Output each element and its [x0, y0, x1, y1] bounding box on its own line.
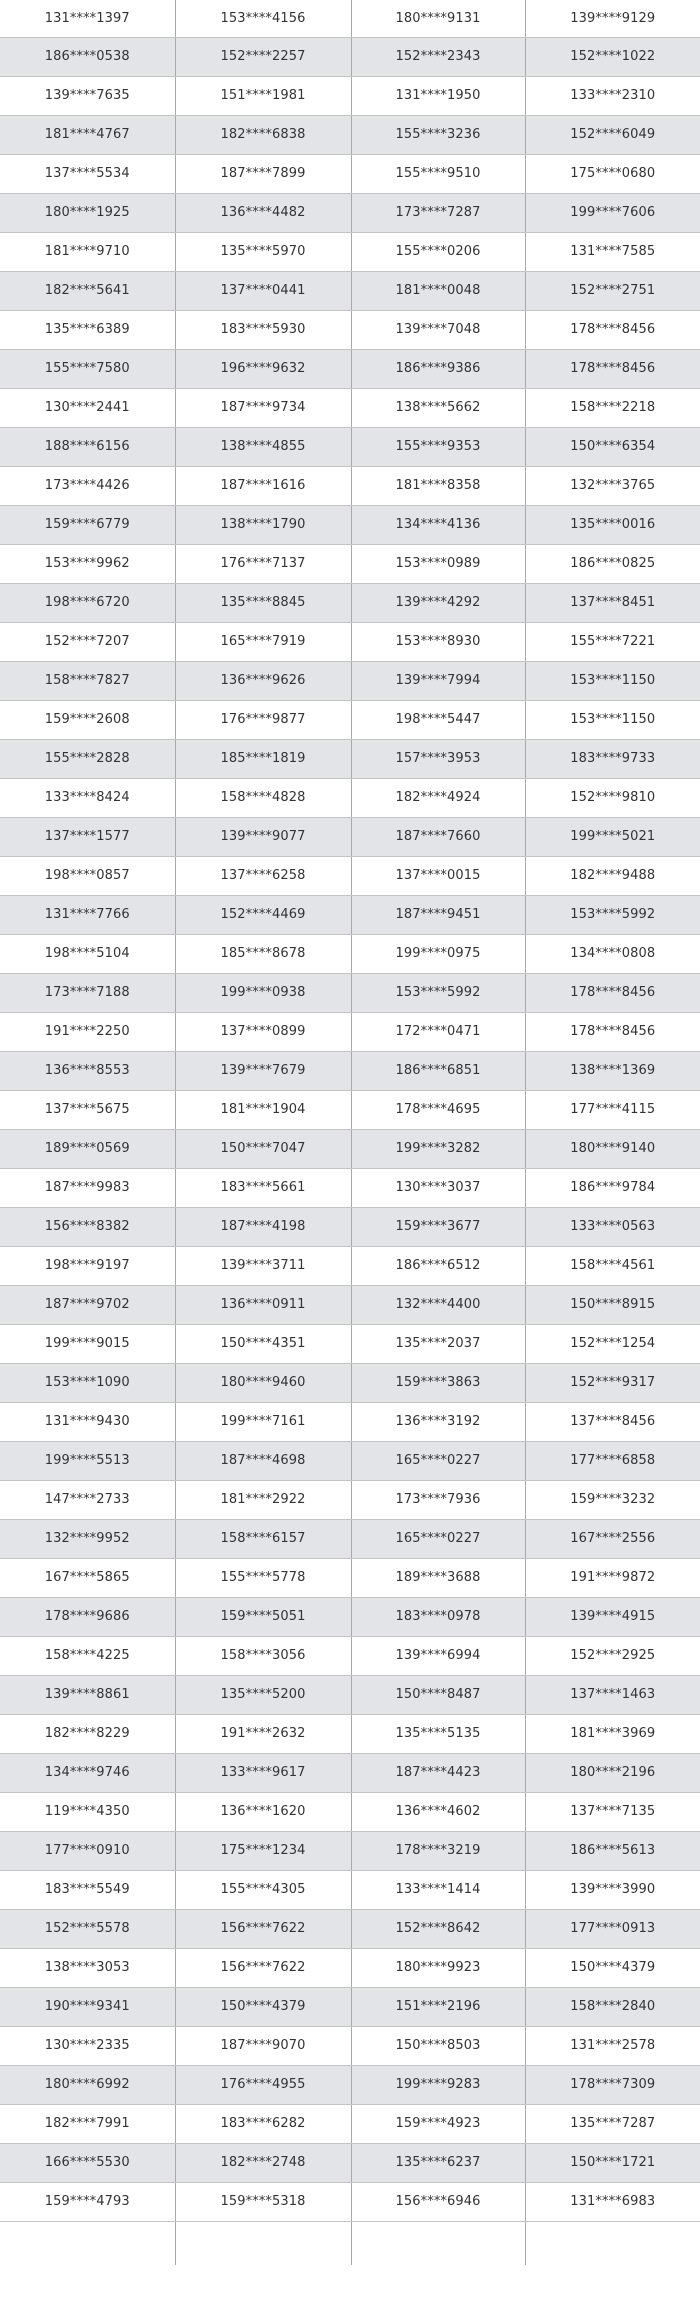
- phone-number-cell: 152****9317: [525, 1363, 700, 1402]
- phone-number-cell: 180****9131: [351, 0, 525, 37]
- phone-number-cell: 198****5447: [351, 700, 525, 739]
- phone-number-cell: 188****6156: [0, 427, 175, 466]
- table-row: [0, 1363, 700, 1402]
- phone-number-cell: 198****0857: [0, 856, 175, 895]
- phone-number-cell: 158****3056: [175, 1636, 351, 1675]
- phone-number-cell: 150****6354: [525, 427, 700, 466]
- phone-number-cell: 156****8382: [0, 1207, 175, 1246]
- phone-number-cell: 155****0206: [351, 232, 525, 271]
- phone-number-cell: 152****6049: [525, 115, 700, 154]
- phone-number-cell: 159****3232: [525, 1480, 700, 1519]
- phone-number-cell: 137****5675: [0, 1090, 175, 1129]
- phone-number-cell: 131****1397: [0, 0, 175, 37]
- table-row: [0, 739, 700, 778]
- phone-number-cell: 136****0911: [175, 1285, 351, 1324]
- phone-number-cell: 178****8456: [525, 349, 700, 388]
- phone-number-cell: 182****5641: [0, 271, 175, 310]
- phone-number-cell: 137****7135: [525, 1792, 700, 1831]
- phone-number-cell: 178****8456: [525, 310, 700, 349]
- phone-number-cell: 187****4198: [175, 1207, 351, 1246]
- phone-number-cell: 199****9283: [351, 2065, 525, 2104]
- phone-number-cell: 158****4561: [525, 1246, 700, 1285]
- phone-number-cell: 190****9341: [0, 1987, 175, 2026]
- phone-number-cell: 134****0808: [525, 934, 700, 973]
- table-row: [0, 2065, 700, 2104]
- phone-number-cell: 131****9430: [0, 1402, 175, 1441]
- table-row: [0, 2143, 700, 2182]
- table-row: [0, 1285, 700, 1324]
- phone-number-cell: 183****5930: [175, 310, 351, 349]
- phone-number-cell: 178****4695: [351, 1090, 525, 1129]
- phone-number-cell: 165****0227: [351, 1519, 525, 1558]
- table-row: [0, 544, 700, 583]
- phone-number-cell: 155****9353: [351, 427, 525, 466]
- phone-number-cell: 137****0441: [175, 271, 351, 310]
- phone-number-cell: 182****9488: [525, 856, 700, 895]
- phone-number-cell: 182****6838: [175, 115, 351, 154]
- phone-number-cell: 150****8487: [351, 1675, 525, 1714]
- table-row: [0, 1402, 700, 1441]
- phone-number-cell: 183****9733: [525, 739, 700, 778]
- phone-number-cell: 181****4767: [0, 115, 175, 154]
- phone-number-cell: 153****1150: [525, 700, 700, 739]
- phone-number-cell: 139****7994: [351, 661, 525, 700]
- table-row: [0, 1597, 700, 1636]
- phone-number-cell: 136****9626: [175, 661, 351, 700]
- phone-number-cell: 132****4400: [351, 1285, 525, 1324]
- phone-number-cell: 180****1925: [0, 193, 175, 232]
- phone-number-cell: 199****0975: [351, 934, 525, 973]
- table-row: [0, 115, 700, 154]
- table-row: [0, 856, 700, 895]
- table-row: [0, 1246, 700, 1285]
- phone-number-cell: 138****1369: [525, 1051, 700, 1090]
- table-row: [0, 349, 700, 388]
- phone-number-cell: 135****5200: [175, 1675, 351, 1714]
- phone-number-cell: 181****8358: [351, 466, 525, 505]
- phone-number-cell: 181****0048: [351, 271, 525, 310]
- phone-number-cell: 139****4915: [525, 1597, 700, 1636]
- phone-number-cell: 131****6983: [525, 2182, 700, 2221]
- phone-number-cell: 133****2310: [525, 76, 700, 115]
- phone-number-cell: 180****9460: [175, 1363, 351, 1402]
- phone-number-cell: 133****8424: [0, 778, 175, 817]
- phone-number-cell: 135****8845: [175, 583, 351, 622]
- phone-number-cell: 133****0563: [525, 1207, 700, 1246]
- phone-number-cell: 181****9710: [0, 232, 175, 271]
- phone-number-cell: 139****7679: [175, 1051, 351, 1090]
- table-row: [0, 310, 700, 349]
- phone-number-cell: 150****4379: [175, 1987, 351, 2026]
- phone-number-cell: 139****4292: [351, 583, 525, 622]
- phone-number-cell: 198****5104: [0, 934, 175, 973]
- phone-number-cell: 150****4351: [175, 1324, 351, 1363]
- phone-number-cell: 173****7188: [0, 973, 175, 1012]
- table-row: [0, 973, 700, 1012]
- phone-number-cell: 183****6282: [175, 2104, 351, 2143]
- table-row: [0, 193, 700, 232]
- phone-number-cell: 155****3236: [351, 115, 525, 154]
- phone-number-cell: 138****4855: [175, 427, 351, 466]
- table-row: [0, 388, 700, 427]
- table-row: [0, 427, 700, 466]
- phone-number-cell: 180****2196: [525, 1753, 700, 1792]
- phone-number-cell: 139****9129: [525, 0, 700, 37]
- phone-number-cell: 153****1150: [525, 661, 700, 700]
- phone-number-cell: 178****9686: [0, 1597, 175, 1636]
- phone-number-cell: 159****4923: [351, 2104, 525, 2143]
- phone-number-cell: 152****9810: [525, 778, 700, 817]
- phone-number-cell: 137****0899: [175, 1012, 351, 1051]
- phone-number-cell: 159****5318: [175, 2182, 351, 2221]
- phone-number-cell: 153****4156: [175, 0, 351, 37]
- phone-number-cell: 199****7606: [525, 193, 700, 232]
- phone-number-cell: 185****8678: [175, 934, 351, 973]
- phone-number-cell: 151****1981: [175, 76, 351, 115]
- phone-number-cell: 186****5613: [525, 1831, 700, 1870]
- phone-number-cell: 177****0910: [0, 1831, 175, 1870]
- phone-number-cell: 135****0016: [525, 505, 700, 544]
- phone-number-cell: 176****4955: [175, 2065, 351, 2104]
- phone-number-cell: 181****3969: [525, 1714, 700, 1753]
- phone-number-cell: 173****7287: [351, 193, 525, 232]
- phone-number-cell: 139****9077: [175, 817, 351, 856]
- phone-number-cell: 180****9140: [525, 1129, 700, 1168]
- phone-number-cell: 153****0989: [351, 544, 525, 583]
- table-row: [0, 0, 700, 37]
- phone-number-cell: 135****5970: [175, 232, 351, 271]
- phone-number-cell: 139****7048: [351, 310, 525, 349]
- table-row: [0, 1987, 700, 2026]
- phone-number-cell: 191****2250: [0, 1012, 175, 1051]
- table-row: [0, 1870, 700, 1909]
- phone-number-cell: 137****8456: [525, 1402, 700, 1441]
- table-row: [0, 934, 700, 973]
- phone-number-cell: 167****2556: [525, 1519, 700, 1558]
- phone-number-cell: 199****7161: [175, 1402, 351, 1441]
- phone-number-cell: 156****7622: [175, 1909, 351, 1948]
- phone-number-cell: 183****5661: [175, 1168, 351, 1207]
- table-row: [0, 1441, 700, 1480]
- phone-number-cell: 178****8456: [525, 1012, 700, 1051]
- table-row: [0, 1207, 700, 1246]
- table-row: [0, 583, 700, 622]
- phone-number-cell: 153****8930: [351, 622, 525, 661]
- phone-number-cell: 183****5549: [0, 1870, 175, 1909]
- table-row: [0, 1480, 700, 1519]
- phone-number-cell: 155****2828: [0, 739, 175, 778]
- phone-number-cell: 189****0569: [0, 1129, 175, 1168]
- phone-number-cell: 199****5513: [0, 1441, 175, 1480]
- phone-number-cell: 136****4482: [175, 193, 351, 232]
- phone-number-cell: 152****8642: [351, 1909, 525, 1948]
- phone-number-cell: 182****8229: [0, 1714, 175, 1753]
- empty-cell: [351, 2221, 525, 2265]
- table-row: [0, 2182, 700, 2221]
- phone-number-cell: 135****5135: [351, 1714, 525, 1753]
- phone-number-cell: 130****2335: [0, 2026, 175, 2065]
- phone-number-cell: 180****6992: [0, 2065, 175, 2104]
- phone-number-cell: 159****4793: [0, 2182, 175, 2221]
- phone-number-cell: 132****9952: [0, 1519, 175, 1558]
- table-row: [0, 1948, 700, 1987]
- phone-number-cell: 187****1616: [175, 466, 351, 505]
- phone-number-cell: 152****1254: [525, 1324, 700, 1363]
- table-row: [0, 1714, 700, 1753]
- phone-number-cell: 155****7221: [525, 622, 700, 661]
- table-row: [0, 700, 700, 739]
- phone-number-cell: 186****6851: [351, 1051, 525, 1090]
- table-row: [0, 1129, 700, 1168]
- phone-number-cell: 137****1463: [525, 1675, 700, 1714]
- phone-number-cell: 173****4426: [0, 466, 175, 505]
- phone-number-cell: 175****1234: [175, 1831, 351, 1870]
- phone-number-cell: 156****6946: [351, 2182, 525, 2221]
- phone-number-cell: 159****3677: [351, 1207, 525, 1246]
- phone-number-cell: 153****1090: [0, 1363, 175, 1402]
- phone-number-cell: 134****4136: [351, 505, 525, 544]
- phone-number-cell: 152****2751: [525, 271, 700, 310]
- phone-number-cell: 138****3053: [0, 1948, 175, 1987]
- phone-number-cell: 137****5534: [0, 154, 175, 193]
- phone-number-cell: 199****9015: [0, 1324, 175, 1363]
- phone-number-cell: 135****7287: [525, 2104, 700, 2143]
- phone-number-cell: 153****5992: [351, 973, 525, 1012]
- phone-number-cell: 185****1819: [175, 739, 351, 778]
- phone-number-cell: 133****1414: [351, 1870, 525, 1909]
- phone-number-cell: 167****5865: [0, 1558, 175, 1597]
- phone-number-cell: 178****7309: [525, 2065, 700, 2104]
- phone-number-cell: 158****2218: [525, 388, 700, 427]
- phone-number-cell: 181****1904: [175, 1090, 351, 1129]
- phone-number-cell: 150****1721: [525, 2143, 700, 2182]
- empty-cell: [0, 2221, 175, 2265]
- table-row: [0, 1831, 700, 1870]
- phone-number-cell: 155****7580: [0, 349, 175, 388]
- phone-number-cell: 187****9734: [175, 388, 351, 427]
- phone-number-cell: 182****2748: [175, 2143, 351, 2182]
- phone-number-cell: 199****5021: [525, 817, 700, 856]
- phone-number-cell: 165****7919: [175, 622, 351, 661]
- phone-number-cell: 166****5530: [0, 2143, 175, 2182]
- table-row: [0, 895, 700, 934]
- phone-number-cell: 135****2037: [351, 1324, 525, 1363]
- phone-number-cell: 157****3953: [351, 739, 525, 778]
- phone-number-cell: 151****2196: [351, 1987, 525, 2026]
- phone-number-cell: 138****1790: [175, 505, 351, 544]
- phone-number-cell: 155****4305: [175, 1870, 351, 1909]
- table-row: [0, 778, 700, 817]
- phone-number-cell: 191****2632: [175, 1714, 351, 1753]
- table-row: [0, 1090, 700, 1129]
- phone-number-cell: 139****8861: [0, 1675, 175, 1714]
- phone-number-cell: 119****4350: [0, 1792, 175, 1831]
- phone-number-cell: 158****4828: [175, 778, 351, 817]
- phone-number-cell: 135****6237: [351, 2143, 525, 2182]
- phone-number-cell: 198****9197: [0, 1246, 175, 1285]
- phone-number-cell: 158****7827: [0, 661, 175, 700]
- empty-cell: [175, 2221, 351, 2265]
- table-row: [0, 271, 700, 310]
- phone-number-cell: 150****8503: [351, 2026, 525, 2065]
- phone-number-cell: 187****9451: [351, 895, 525, 934]
- phone-number-cell: 150****4379: [525, 1948, 700, 1987]
- phone-number-cell: 130****2441: [0, 388, 175, 427]
- table-row: [0, 661, 700, 700]
- phone-number-cell: 156****7622: [175, 1948, 351, 1987]
- phone-number-cell: 196****9632: [175, 349, 351, 388]
- table-row: [0, 1909, 700, 1948]
- table-row: [0, 1792, 700, 1831]
- table-row: [0, 1051, 700, 1090]
- phone-number-cell: 177****0913: [525, 1909, 700, 1948]
- table-row: [0, 1558, 700, 1597]
- phone-number-cell: 134****9746: [0, 1753, 175, 1792]
- phone-number-cell: 136****8553: [0, 1051, 175, 1090]
- phone-number-cell: 158****2840: [525, 1987, 700, 2026]
- phone-number-cell: 139****7635: [0, 76, 175, 115]
- phone-number-cell: 132****3765: [525, 466, 700, 505]
- empty-cell: [525, 2221, 700, 2265]
- phone-number-cell: 136****1620: [175, 1792, 351, 1831]
- phone-number-cell: 180****9923: [351, 1948, 525, 1987]
- phone-number-cell: 186****0538: [0, 37, 175, 76]
- phone-number-cell: 131****1950: [351, 76, 525, 115]
- table-row: [0, 817, 700, 856]
- phone-number-cell: 189****3688: [351, 1558, 525, 1597]
- phone-number-cell: 186****9386: [351, 349, 525, 388]
- phone-number-cell: 159****3863: [351, 1363, 525, 1402]
- phone-number-cell: 137****6258: [175, 856, 351, 895]
- phone-number-cell: 183****0978: [351, 1597, 525, 1636]
- phone-number-cell: 150****7047: [175, 1129, 351, 1168]
- phone-number-cell: 150****8915: [525, 1285, 700, 1324]
- phone-number-cell: 155****5778: [175, 1558, 351, 1597]
- phone-number-cell: 187****9983: [0, 1168, 175, 1207]
- phone-number-cell: 172****0471: [351, 1012, 525, 1051]
- phone-number-cell: 155****9510: [351, 154, 525, 193]
- phone-number-cell: 153****9962: [0, 544, 175, 583]
- phone-number-cell: 191****9872: [525, 1558, 700, 1597]
- phone-number-cell: 187****4698: [175, 1441, 351, 1480]
- phone-number-cell: 131****7585: [525, 232, 700, 271]
- table-row: [0, 1012, 700, 1051]
- phone-number-cell: 139****3711: [175, 1246, 351, 1285]
- phone-number-cell: 135****6389: [0, 310, 175, 349]
- phone-number-cell: 137****1577: [0, 817, 175, 856]
- phone-number-cell: 136****4602: [351, 1792, 525, 1831]
- table-row: [0, 232, 700, 271]
- phone-number-cell: 139****6994: [351, 1636, 525, 1675]
- phone-number-cell: 131****7766: [0, 895, 175, 934]
- phone-number-cell: 182****4924: [351, 778, 525, 817]
- table-row: [0, 505, 700, 544]
- phone-number-cell: 198****6720: [0, 583, 175, 622]
- phone-number-cell: 137****8451: [525, 583, 700, 622]
- phone-number-cell: 177****6858: [525, 1441, 700, 1480]
- phone-number-cell: 187****7660: [351, 817, 525, 856]
- phone-number-cell: 130****3037: [351, 1168, 525, 1207]
- phone-number-cell: 182****7991: [0, 2104, 175, 2143]
- phone-number-cell: 152****5578: [0, 1909, 175, 1948]
- table-row: [0, 1519, 700, 1558]
- phone-number-cell: 186****9784: [525, 1168, 700, 1207]
- table-row: [0, 1168, 700, 1207]
- phone-number-cell: 177****4115: [525, 1090, 700, 1129]
- phone-number-cell: 152****2257: [175, 37, 351, 76]
- phone-number-cell: 136****3192: [351, 1402, 525, 1441]
- phone-number-cell: 139****3990: [525, 1870, 700, 1909]
- phone-number-cell: 159****2608: [0, 700, 175, 739]
- phone-number-cell: 152****1022: [525, 37, 700, 76]
- phone-number-cell: 186****6512: [351, 1246, 525, 1285]
- table-row: [0, 37, 700, 76]
- phone-number-cell: 152****2925: [525, 1636, 700, 1675]
- table-row: [0, 622, 700, 661]
- phone-number-cell: 175****0680: [525, 154, 700, 193]
- phone-number-cell: 165****0227: [351, 1441, 525, 1480]
- table-row: [0, 1675, 700, 1714]
- table-row: [0, 76, 700, 115]
- phone-number-cell: 199****0938: [175, 973, 351, 1012]
- phone-number-cell: 176****7137: [175, 544, 351, 583]
- phone-number-cell: 131****2578: [525, 2026, 700, 2065]
- phone-number-cell: 178****3219: [351, 1831, 525, 1870]
- phone-number-cell: 199****3282: [351, 1129, 525, 1168]
- phone-number-cell: 159****6779: [0, 505, 175, 544]
- phone-number-cell: 152****2343: [351, 37, 525, 76]
- phone-number-cell: 137****0015: [351, 856, 525, 895]
- phone-number-cell: 187****7899: [175, 154, 351, 193]
- table-row: [0, 1753, 700, 1792]
- phone-number-cell: 181****2922: [175, 1480, 351, 1519]
- phone-number-cell: 147****2733: [0, 1480, 175, 1519]
- phone-number-cell: 159****5051: [175, 1597, 351, 1636]
- phone-number-cell: 176****9877: [175, 700, 351, 739]
- phone-number-cell: 187****9070: [175, 2026, 351, 2065]
- table-row: [0, 1324, 700, 1363]
- empty-table-row: [0, 2221, 700, 2265]
- phone-number-cell: 187****4423: [351, 1753, 525, 1792]
- phone-number-cell: 133****9617: [175, 1753, 351, 1792]
- phone-number-cell: 178****8456: [525, 973, 700, 1012]
- phone-number-cell: 153****5992: [525, 895, 700, 934]
- phone-number-cell: 187****9702: [0, 1285, 175, 1324]
- table-row: [0, 1636, 700, 1675]
- table-row: [0, 2026, 700, 2065]
- phone-number-cell: 186****0825: [525, 544, 700, 583]
- phone-number-cell: 138****5662: [351, 388, 525, 427]
- table-row: [0, 154, 700, 193]
- phone-number-cell: 152****7207: [0, 622, 175, 661]
- phone-number-cell: 173****7936: [351, 1480, 525, 1519]
- phone-number-cell: 158****4225: [0, 1636, 175, 1675]
- phone-number-cell: 158****6157: [175, 1519, 351, 1558]
- table-row: [0, 2104, 700, 2143]
- table-row: [0, 466, 700, 505]
- phone-number-cell: 152****4469: [175, 895, 351, 934]
